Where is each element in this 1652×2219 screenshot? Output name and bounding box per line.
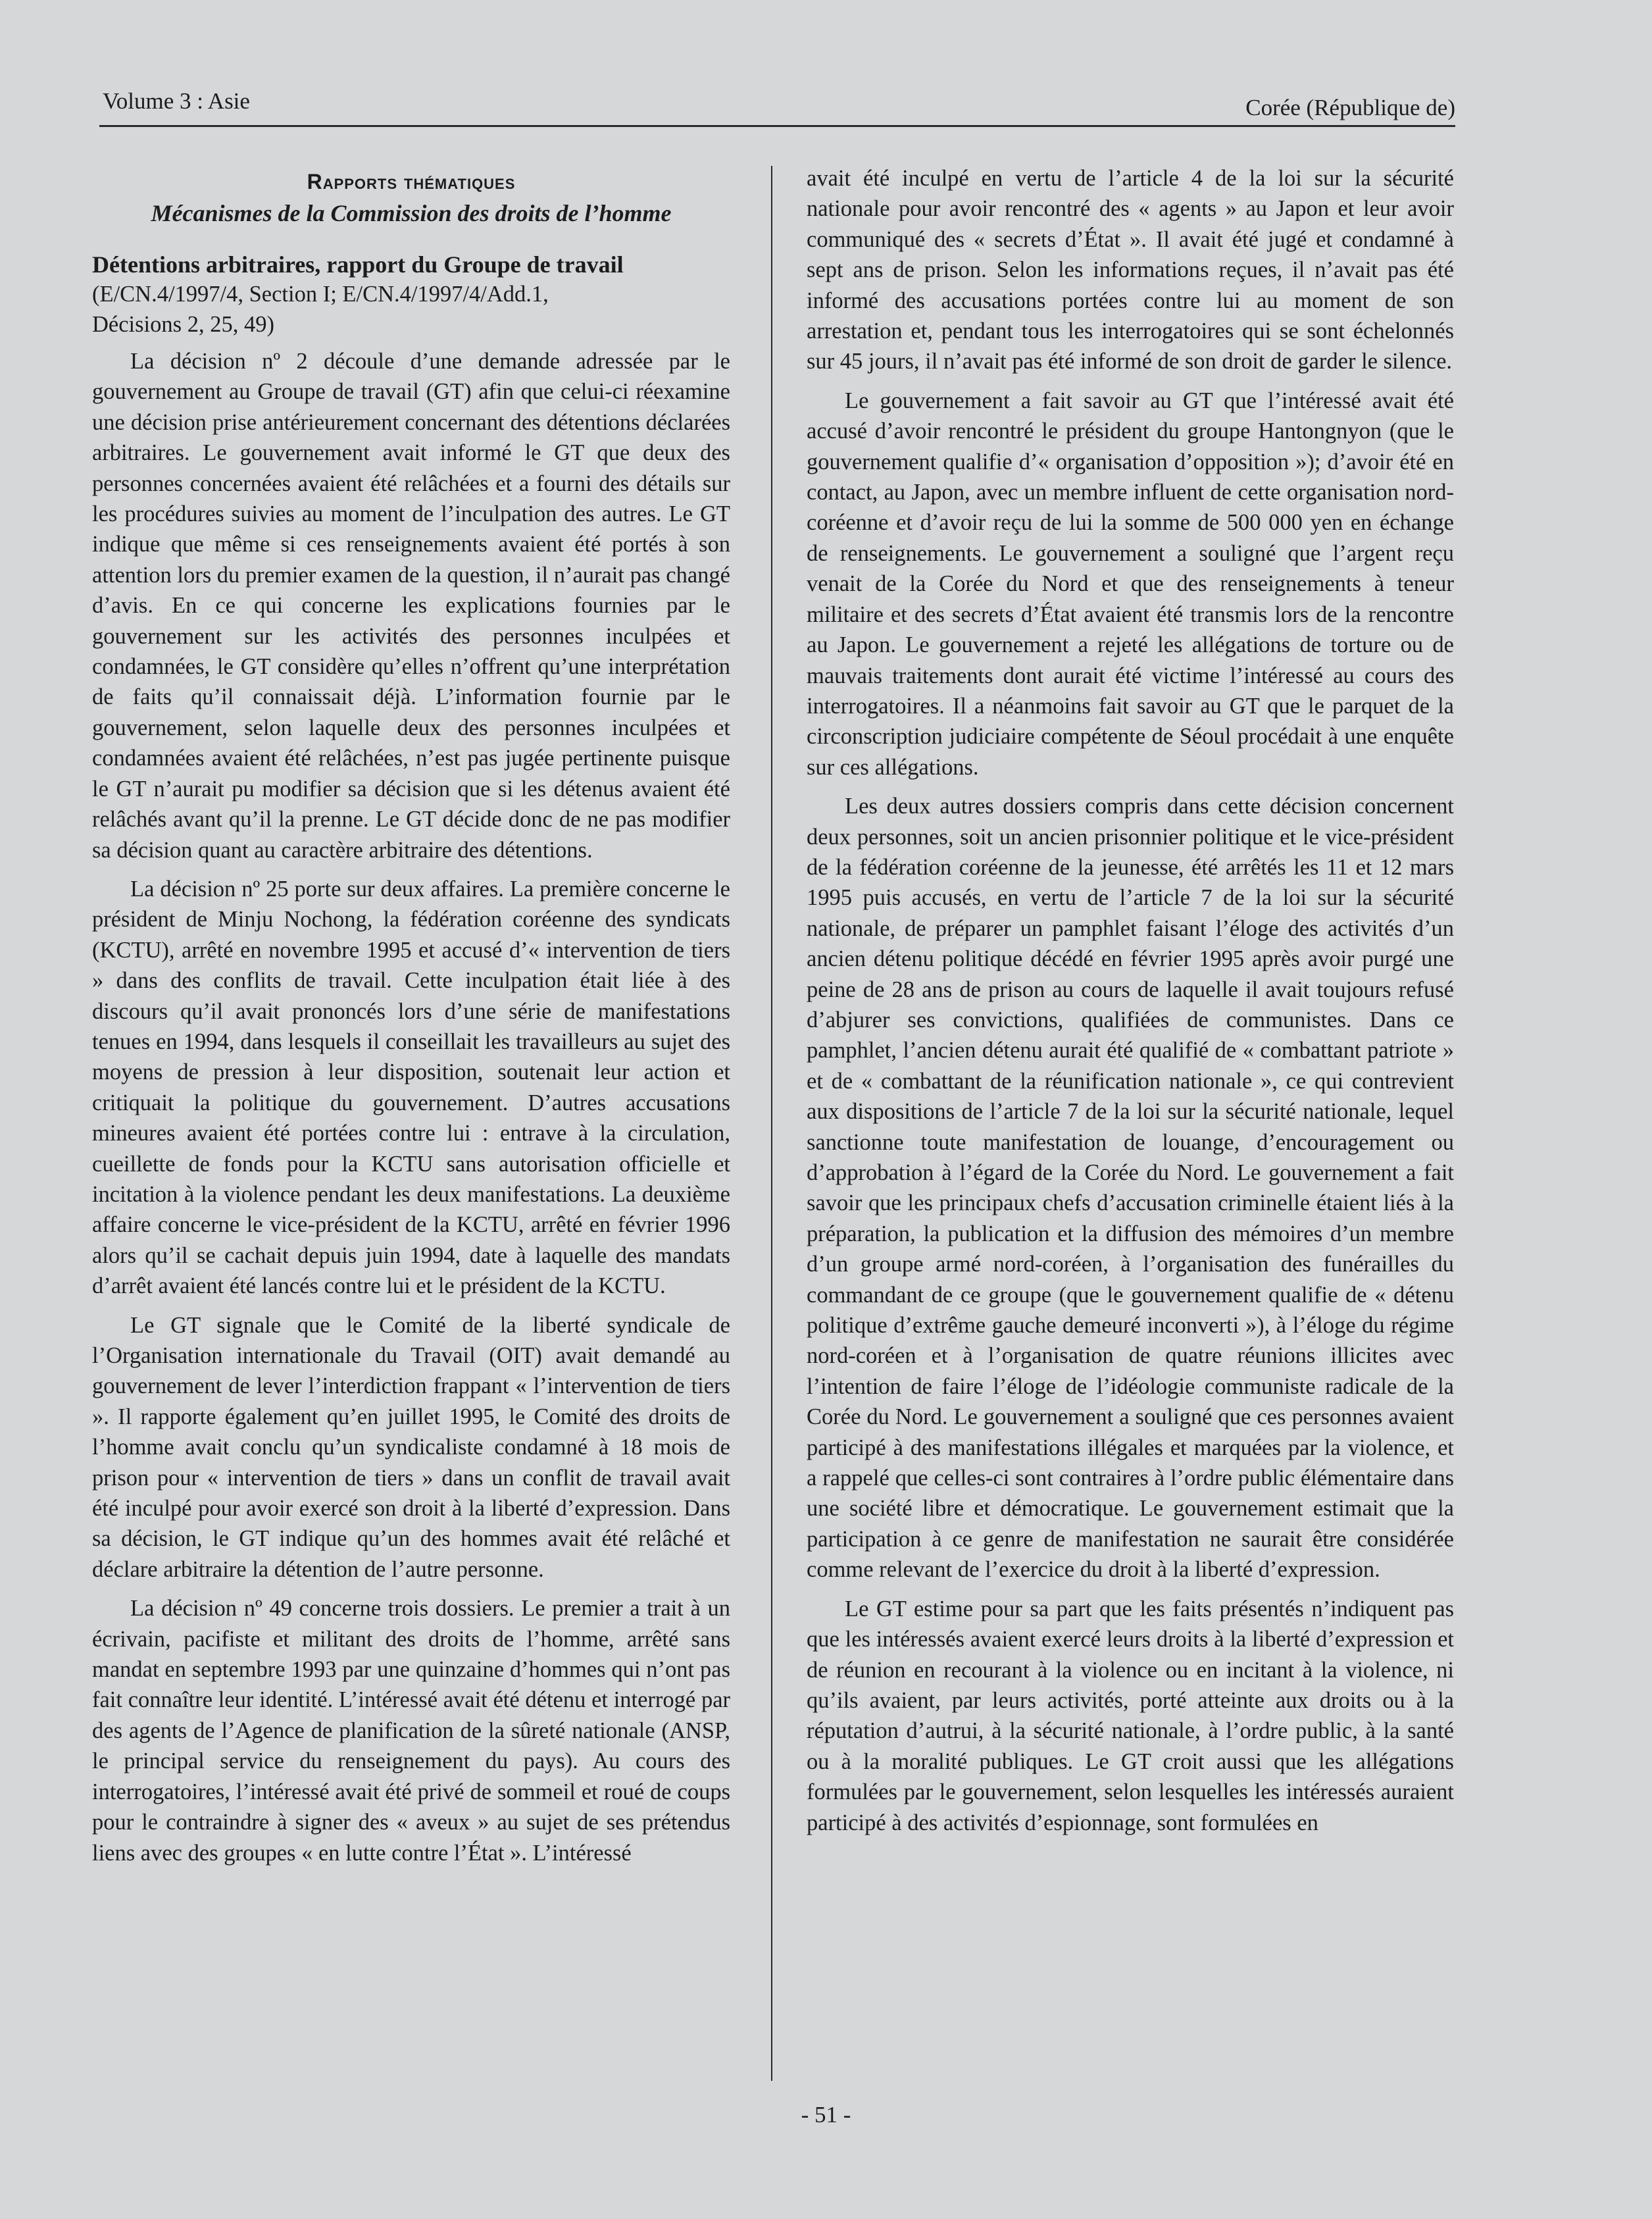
section-subtitle: Mécanismes de la Commission des droits de l’homme [151,200,672,226]
paragraph-gt-assessment: Le GT estime pour sa part que les faits présentés n’indiquent pas que les intéressés avaient exercé leurs droits à la liberté d’expression et de réunion en recourant à la violence ou en incitant à la violence, ni qu’ils avaient, par leurs activités, porté atteinte aux droits ou à la réputation d’autrui, à la sécurité nationale, à l’ordre public, à la santé ou à la moralité publiques. Le GT croit aussi que les allégations formulées par le gouvernement, selon lesquelles les intéressés auraient participé à des activités d’espionnage, sont formulées en [807,1596,1454,1835]
item-references-line-2: Décisions 2, 25, 49) [92,312,274,337]
running-header-country: Corée (République de) [1245,95,1455,120]
page-number: - 51 - [801,2102,851,2128]
right-column [807,163,1454,2104]
paragraph-other-cases: Les deux autres dossiers compris dans cette décision concernent deux personnes, soit un ancien prisonnier politique et le vice-président de la fédération coréenne de la jeunesse, été arrêtés les 11 et 12 mars 1995 puis accusés, en vertu de l’article 7 de la loi sur la sécurité nationale, de préparer un pamphlet faisant l’éloge des activités d’un ancien détenu politique décédé en février 1995 après avoir purgé une peine de 28 ans de prison au cours de laquelle il avait toujours refusé d’abjurer ses convictions, qualifiées de communistes. Dans ce pamphlet, l’ancien détenu aurait été qualifié de « combattant patriote » et de « combattant de la réunification nationale », ce qui contrevient aux dispositions de l’article 7 de la loi sur la sécurité nationale, lequel sanctionne toute manifestation de louange, d’encouragement ou d’approbation à l’égard de la Corée du Nord. Le gouvernement a fait savoir que les principaux chefs d’accusation criminelle étaient liés à la préparation, la publication et la diffusion des mémoires d’un membre d’un groupe armé nord-coréen, à l’organisation des funérailles du commandant de ce groupe (que le gouvernement qualifie de « détenu politique d’extrême gauche demeuré inconverti »), à l’éloge du régime nord-coréen et à l’organisation de quatre réunions illicites avec l’intention de faire l’éloge de l’idéologie communiste radicale de la Corée du Nord. Le gouvernement a souligné que ces personnes avaient participé à des manifestations illégales et marquées par la violence, et a rappelé que celles-ci sont contraires à l’ordre public élémentaire dans une société libre et démocratique. Le gouvernement estimait que la participation à ce genre de manifestation ne saurait être considérée comme relevant de l’exercice du droit à la liberté d’expression. [807,794,1454,1583]
item-references-line-1: (E/CN.4/1997/4, Section I; E/CN.4/1997/4/Add.1, [92,282,549,307]
header-rule [99,125,1455,127]
left-column [92,163,730,2104]
paragraph-ilo-committee: Le GT signale que le Comité de la liberté syndicale de l’Organisation internationale du Travail (OIT) avait demandé au gouvernement de lever l’interdiction frappant « l’intervention de tiers ». Il rapporte également qu’en juillet 1995, le Comité des droits de l’homme avait conclu qu’un syndicaliste condamné à 18 mois de prison pour « intervention de tiers » dans un conflit de travail avait été inculpé pour avoir exercé son droit à la liberté d’expression. Dans sa décision, le GT indique qu’un des hommes avait été relâché et déclare arbitraire la détention de l’autre personne. [92,1312,730,1582]
item-title: Détentions arbitraires, rapport du Groupe de travail [92,251,624,278]
section-title: Rapports thématiques [307,170,516,193]
paragraph-decision-49: La décision nº 49 concerne trois dossiers. Le premier a trait à un écrivain, pacifiste et militant des droits de l’homme, arrêté sans mandat en septembre 1993 par une quinzaine d’hommes qui n’ont pas fait connaître leur identité. L’intéressé avait été détenu et interrogé par des agents de l’Agence de planification de la sûreté nationale (ANSP, le principal service du renseignement du pays). Au cours des interrogatoires, l’intéressé avait été privé de sommeil et roué de coups pour le contraindre à signer des « aveux » au sujet de ses prétendus liens avec des groupes « en lutte contre l’État ». L’intéressé [92,1596,730,1866]
paragraph-government-response: Le gouvernement a fait savoir au GT que l’intéressé avait été accusé d’avoir rencontré le président du groupe Hantongnyon (que le gouvernement qualifie d’« organisation d’opposition »); d’avoir été en contact, au Japon, avec un membre influent de cette organisation nord-coréenne et d’avoir reçu de lui la somme de 500 000 yen en échange de renseignements. Le gouvernement a souligné que l’argent reçu venait de la Corée du Nord et que des renseignements à teneur militaire et des secrets d’État avaient été transmis lors de la rencontre au Japon. Le gouvernement a rejeté les allégations de torture ou de mauvais traitements dont aurait été victime l’intéressé au cours des interrogatoires. Il a néanmoins fait savoir au GT que le parquet de la circonscription judiciaire compétente de Séoul procédait à une enquête sur ces allégations. [807,388,1454,780]
column-divider [771,166,772,2081]
running-header-volume: Volume 3 : Asie [103,88,250,114]
paragraph-decision-2: La décision nº 2 découle d’une demande adressée par le gouvernement au Groupe de travail (GT) afin que celui-ci réexamine une décision prise antérieurement concernant des détentions déclarées arbitraires. Le gouvernement avait informé le GT que deux des personnes concernées avaient été relâchées et a fourni des détails sur les procédures suivies au moment de l’inculpation des autres. Le GT indique que même si ces renseignements avaient été portés à son attention lors du premier examen de la question, il n’aurait pas changé d’avis. En ce qui concerne les explications fournies par le gouvernement sur les activités des personnes inculpées et condamnées, le GT considère qu’elles n’offrent qu’une interprétation de faits qu’il connaissait déjà. L’information fournie par le gouvernement, selon laquelle deux des personnes inculpées et condamnées avaient été relâchées, n’est pas jugée pertinente puisque le GT n’aurait pu modifier sa décision que si les détenus avaient été relâchés avant qu’il la prenne. Le GT décide donc de ne pas modifier sa décision quant au caractère arbitraire des détentions. [92,349,730,863]
item-references [92,279,730,340]
paragraph-decision-25: La décision nº 25 porte sur deux affaires. La première concerne le président de Minju Nochong, la fédération coréenne des syndicats (KCTU), arrêté en novembre 1995 et accusé d’« intervention de tiers » dans des conflits de travail. Cette inculpation était liée à des discours qu’il avait prononcés lors d’une série de manifestations tenues en 1994, dans lesquels il conseillait les travailleurs au sujet des moyens de pression à leur disposition, soutenait leur action et critiquait la politique du gouvernement. D’autres accusations mineures avaient été portées contre lui : entrave à la circulation, cueillette de fonds pour la KCTU sans autorisation officielle et incitation à la violence pendant les deux manifestations. La deuxième affaire concerne le vice-président de la KCTU, arrêté en février 1996 alors qu’il se cachait depuis juin 1994, date à laquelle des mandats d’arrêt avaient été lancés contre lui et le président de la KCTU. [92,876,730,1299]
paragraph-continued: avait été inculpé en vertu de l’article 4 de la loi sur la sécurité nationale pour avoir rencontré des « agents » au Japon et leur avoir communiqué des « secrets d’État ». Il avait été jugé et condamné à sept ans de prison. Selon les informations reçues, il n’avait pas été informé des accusations portées contre lui au moment de son arrestation et, pendant tous les interrogatoires qui se sont échelonnés sur 45 jours, il n’avait pas été informé de son droit de garder le silence. [807,166,1454,374]
